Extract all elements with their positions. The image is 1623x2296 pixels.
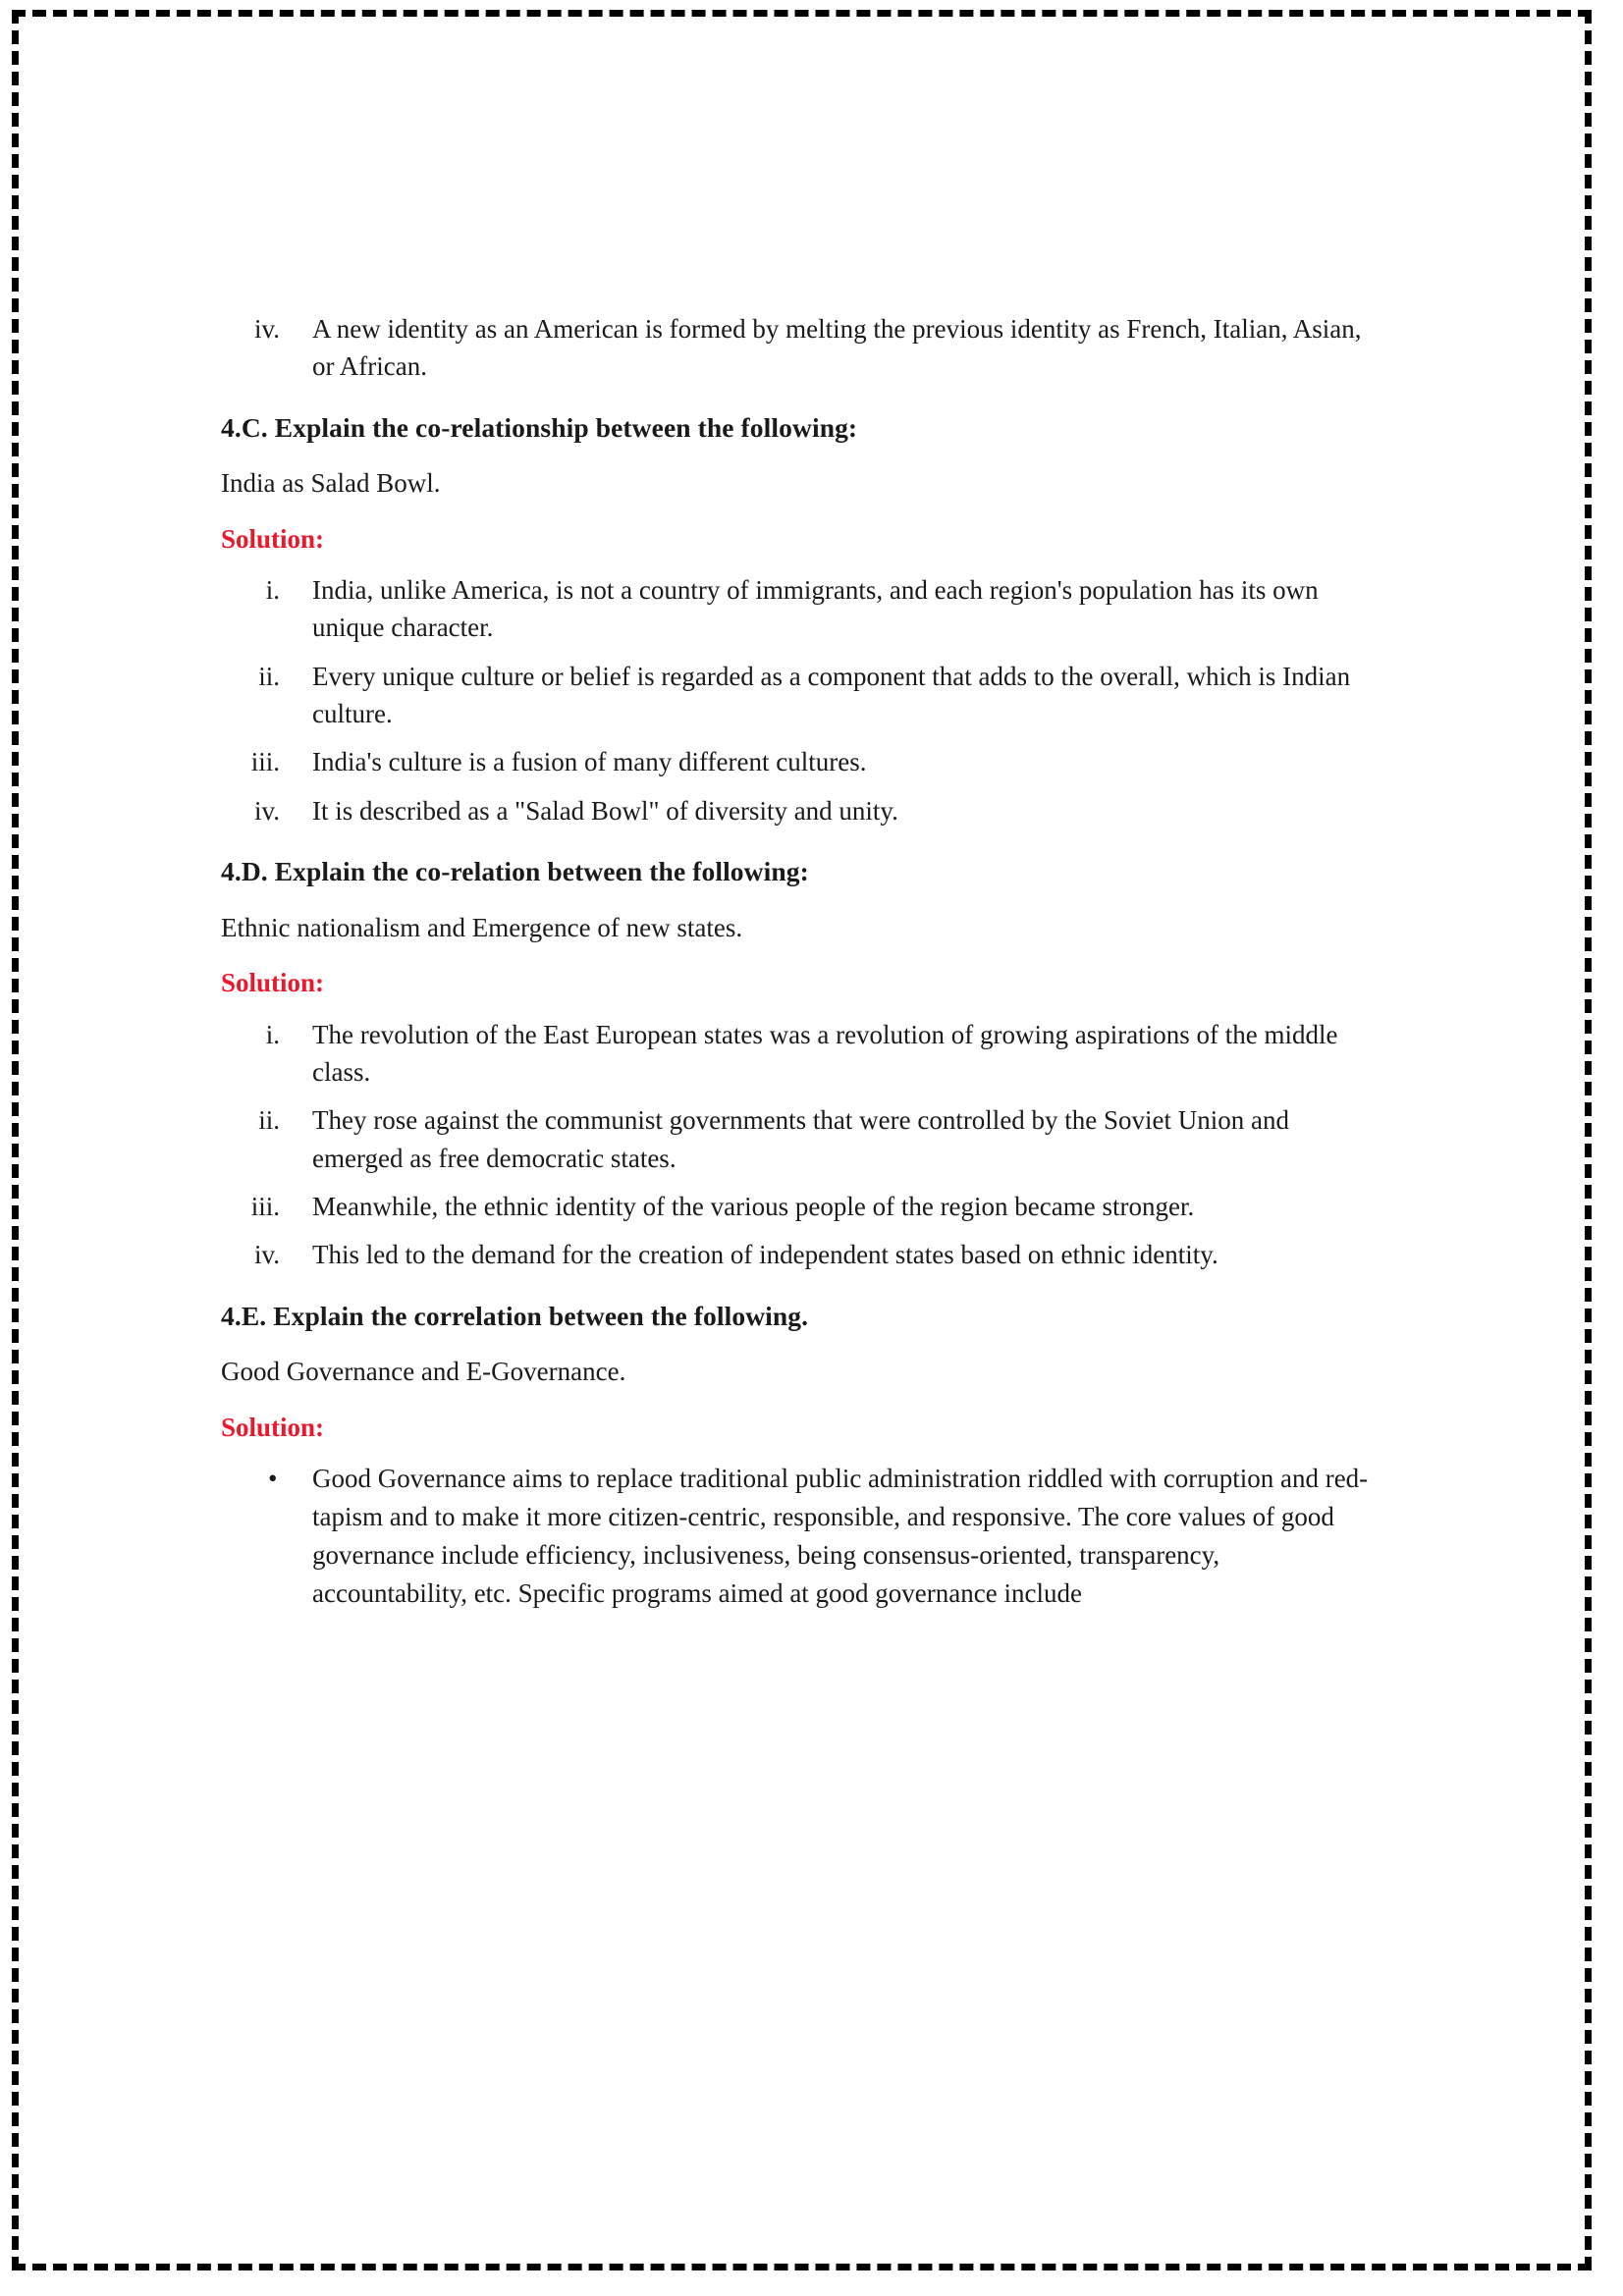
- list-item: [221, 1188, 1380, 1225]
- list-item: [221, 1101, 1380, 1177]
- list-marker: i.: [265, 1019, 280, 1049]
- list-item: [221, 571, 1380, 647]
- solution-list: [221, 1016, 1380, 1274]
- list-marker: iii.: [250, 747, 280, 777]
- list-item-text: The revolution of the East European states was a revolution of growing aspirations of the middle class.: [312, 1019, 1338, 1087]
- list-item-text: Every unique culture or belief is regarded as a component that adds to the overall, which is Indian culture.: [312, 661, 1351, 729]
- list-item: [221, 1236, 1380, 1273]
- list-marker: iv.: [254, 314, 280, 344]
- list-item-text: India, unlike America, is not a country of immigrants, and each region's population has its own unique character.: [312, 575, 1319, 643]
- list-marker: ii.: [258, 1105, 280, 1136]
- list-item: [221, 1460, 1380, 1613]
- list-item-text: This led to the demand for the creation of independent states based on ethnic identity.: [312, 1240, 1218, 1270]
- list-item: [221, 310, 1380, 386]
- list-item-text: Meanwhile, the ethnic identity of the various people of the region became stronger.: [312, 1191, 1195, 1221]
- list-item-text: India's culture is a fusion of many different cultures.: [312, 747, 867, 777]
- section-4c: [221, 397, 1380, 829]
- section-4e: [221, 1285, 1380, 1613]
- question-prompt: Ethnic nationalism and Emergence of new states.: [221, 912, 743, 942]
- question-heading: 4.C. Explain the co-relationship between the following:: [221, 411, 858, 443]
- document-body: [221, 304, 1380, 1623]
- question-heading: 4.E. Explain the correlation between the following.: [221, 1300, 809, 1331]
- question-prompt: Good Governance and E-Governance.: [221, 1357, 626, 1387]
- list-item: [221, 1016, 1380, 1092]
- list-item-text: Good Governance aims to replace traditional public administration riddled with corruption and red-tapism and to make it more citizen-centric, responsible, and responsive. The core values of good governance include efficiency, inclusiveness, being consensus-oriented, transparency, accountability, etc. Specific programs aimed at good governance include: [312, 1464, 1369, 1608]
- list-marker: iv.: [254, 795, 280, 826]
- question-prompt: India as Salad Bowl.: [221, 468, 441, 499]
- list-marker: i.: [265, 575, 280, 606]
- question-heading: 4.D. Explain the co-relation between the following:: [221, 856, 809, 887]
- list-marker: ii.: [258, 661, 280, 691]
- list-item: [221, 658, 1380, 733]
- list-item: [221, 743, 1380, 780]
- solution-label: Solution:: [221, 1412, 325, 1442]
- list-item-text: They rose against the communist governments that were controlled by the Soviet Union and emerged as free democratic states.: [312, 1105, 1290, 1173]
- list-marker: iii.: [250, 1191, 280, 1221]
- bullet-icon: •: [268, 1464, 278, 1493]
- solution-list: [221, 1460, 1380, 1613]
- list-item-text: It is described as a "Salad Bowl" of diversity and unity.: [312, 795, 898, 826]
- section-4d: [221, 840, 1380, 1273]
- solution-list: [221, 571, 1380, 829]
- solution-label: Solution:: [221, 968, 325, 998]
- solution-label: Solution:: [221, 524, 325, 555]
- list-marker: iv.: [254, 1240, 280, 1270]
- continued-list: [221, 310, 1380, 386]
- list-item: [221, 792, 1380, 829]
- list-item-text: A new identity as an American is formed by melting the previous identity as French, Italian, Asian, or African.: [312, 314, 1362, 382]
